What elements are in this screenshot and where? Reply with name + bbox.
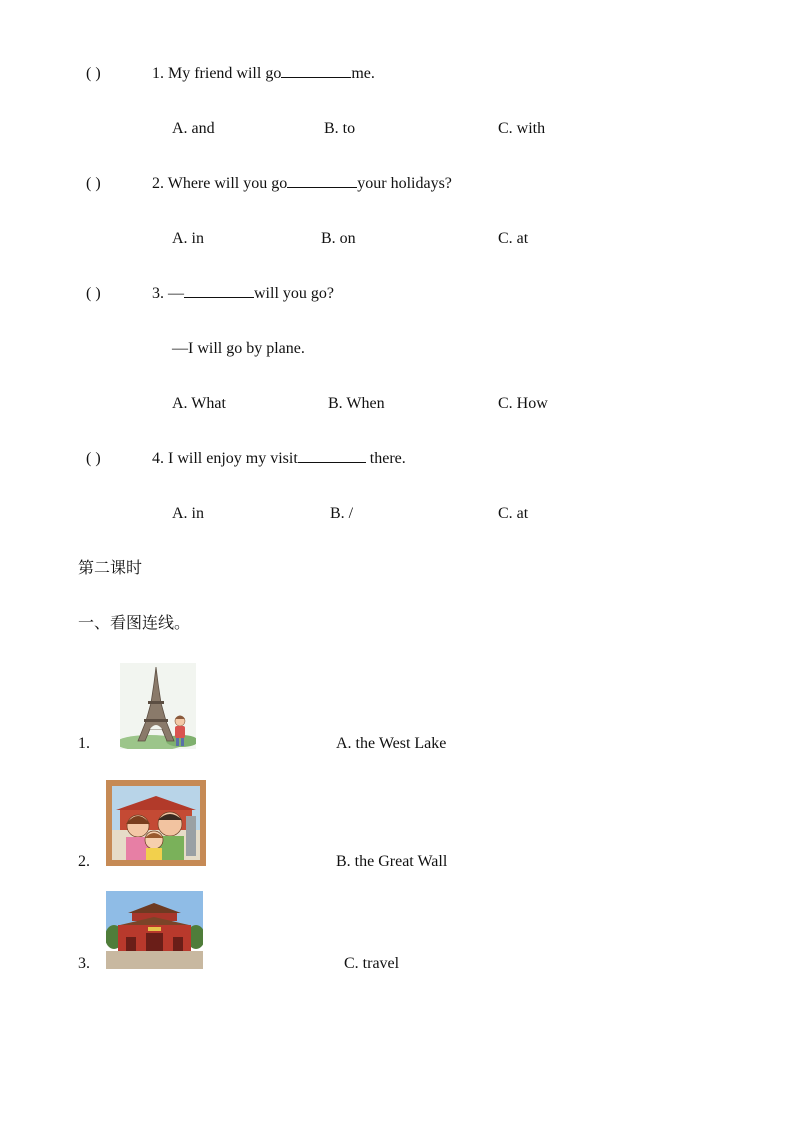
question-text-after: me. xyxy=(351,65,375,82)
match-number-1: 1. xyxy=(78,735,90,752)
question-3 xyxy=(152,284,334,304)
answer-paren-4[interactable]: ( ) xyxy=(86,450,101,467)
palace-gate-icon xyxy=(106,891,203,969)
question-number: 2. xyxy=(152,175,164,192)
fill-blank[interactable] xyxy=(184,297,254,298)
lesson-title: 第二课时 xyxy=(78,558,143,577)
answer-line: —I will go by plane. xyxy=(172,340,305,357)
question-number: 4. xyxy=(152,450,164,467)
option-a[interactable]: A. in xyxy=(172,230,204,247)
option-a[interactable]: A. in xyxy=(172,505,204,522)
question-text-after: your holidays? xyxy=(357,175,452,192)
family-photo-icon xyxy=(106,780,206,866)
family-photo-picture[interactable] xyxy=(106,780,206,866)
option-b[interactable]: B. on xyxy=(321,230,356,247)
fill-blank[interactable] xyxy=(298,462,366,463)
option-c[interactable]: C. How xyxy=(498,395,548,412)
fill-blank[interactable] xyxy=(287,187,357,188)
question-4 xyxy=(152,449,406,469)
question-text-before: My friend will go xyxy=(168,65,282,82)
option-b[interactable]: B. / xyxy=(330,505,354,522)
eiffel-tower-picture[interactable] xyxy=(120,663,196,749)
question-text-after: there. xyxy=(365,450,406,467)
match-number-3: 3. xyxy=(78,955,90,972)
option-a[interactable]: A. What xyxy=(172,395,226,412)
match-choice-b[interactable]: B. the Great Wall xyxy=(336,853,448,870)
match-number-2: 2. xyxy=(78,853,90,870)
section-title: 一、看图连线。 xyxy=(78,613,191,632)
question-text-before: Where will you go xyxy=(167,175,288,192)
answer-paren-1[interactable]: ( ) xyxy=(86,65,101,82)
answer-paren-2[interactable]: ( ) xyxy=(86,175,101,192)
option-c[interactable]: C. at xyxy=(498,230,529,247)
question-text-after: will you go? xyxy=(254,285,334,302)
option-b[interactable]: B. to xyxy=(324,120,356,137)
question-number: 1. xyxy=(152,65,164,82)
question-number: 3. xyxy=(152,285,164,302)
match-choice-a[interactable]: A. the West Lake xyxy=(336,735,447,752)
option-c[interactable]: C. with xyxy=(498,120,546,137)
question-1 xyxy=(152,64,375,84)
question-text-before: — xyxy=(168,285,184,302)
option-b[interactable]: B. When xyxy=(328,395,385,412)
option-c[interactable]: C. at xyxy=(498,505,529,522)
palace-gate-picture[interactable] xyxy=(106,891,203,969)
fill-blank[interactable] xyxy=(281,77,351,78)
option-a[interactable]: A. and xyxy=(172,120,215,137)
question-2 xyxy=(152,174,452,194)
eiffel-tower-icon xyxy=(120,663,196,749)
question-text-before: I will enjoy my visit xyxy=(168,450,298,467)
match-choice-c[interactable]: C. travel xyxy=(344,955,400,972)
answer-paren-3[interactable]: ( ) xyxy=(86,285,101,302)
